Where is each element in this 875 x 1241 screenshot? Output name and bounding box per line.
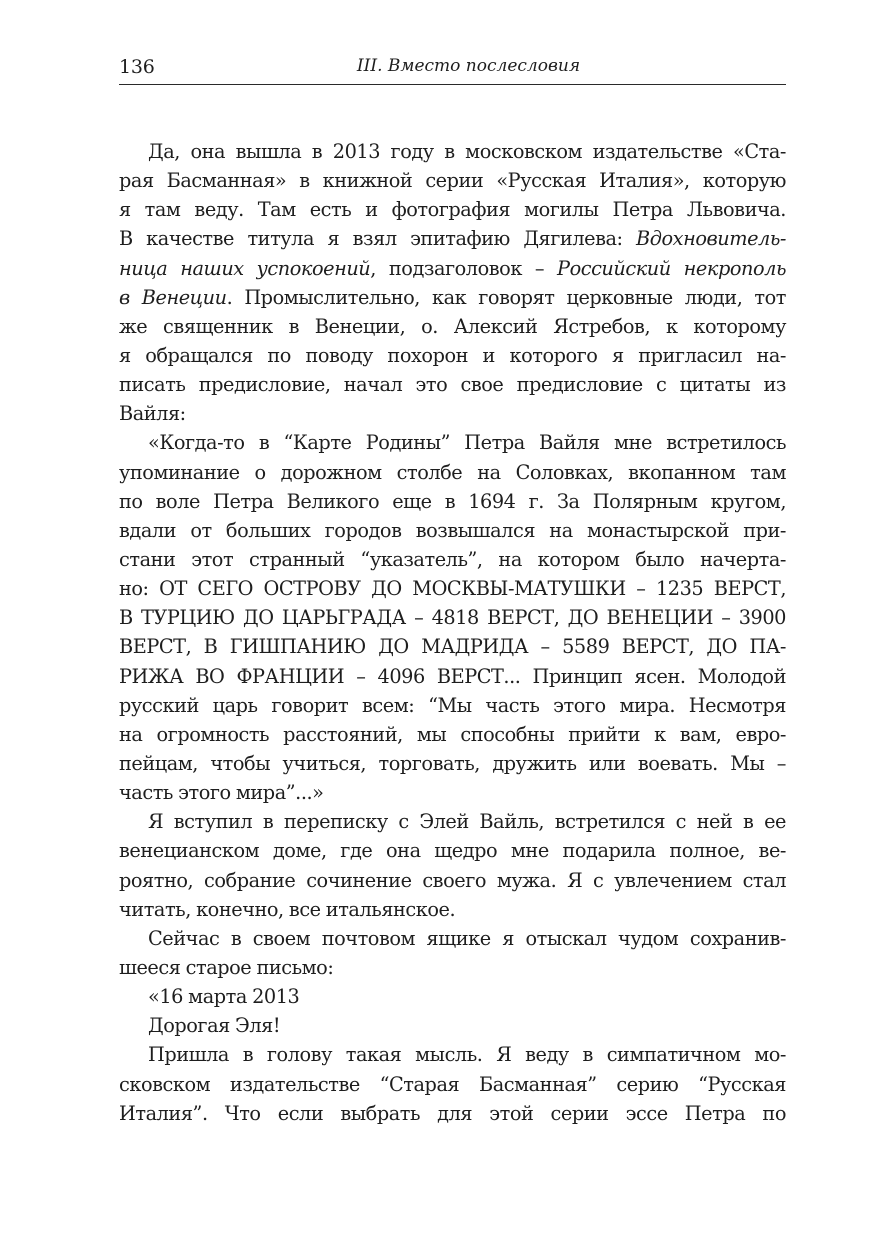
text-line: Италия”. Что если выбрать для этой серии эссе Петра по [119, 1101, 786, 1125]
text-line: шееся старое письмо: [119, 955, 334, 979]
text-line: венецианском доме, где она щедро мне подарила полное, ве- [119, 839, 786, 863]
text-line: рая Басманная» в книжной серии «Русская Италия», которую [119, 169, 786, 193]
text-line: я обращался по поводу похорон и которого я пригласил на- [119, 343, 786, 367]
italic-span: Российский некрополь [557, 256, 786, 280]
text-line: читать, конечно, все итальянское. [119, 897, 456, 921]
text-line: Я вступил в переписку с Элей Вайль, встретился с ней в ее [148, 810, 786, 834]
text-line: Сейчас в своем почтовом ящике я отыскал чудом сохранив- [148, 926, 786, 950]
text-line [119, 224, 786, 253]
text-line: «16 марта 2013 [148, 985, 300, 1009]
text-line: Дорогая Эля! [148, 1014, 281, 1038]
text-line: но: ОТ СЕГО ОСТРОВУ ДО МОСКВЫ-МАТУШКИ – 1235 ВЕРСТ, [119, 577, 786, 601]
text-line: по воле Петра Великого еще в 1694 г. За Полярным кругом, [119, 489, 786, 513]
text-line: вдали от больших городов возвышался на монастырской при- [119, 518, 786, 542]
text-line: Пришла в голову такая мысль. Я веду в симпатичном мо- [148, 1043, 786, 1067]
text-line: упоминание о дорожном столбе на Соловках, вкопанном там [119, 460, 786, 484]
text-line: роятно, собрание сочинение своего мужа. Я с увлечением стал [119, 868, 786, 892]
italic-span: в Венеции [119, 285, 227, 309]
italic-span: Вдохновитель- [636, 227, 786, 251]
text-line: русский царь говорит всем: “Мы часть этого мира. Несмотря [119, 693, 786, 717]
page-number: 136 [119, 56, 155, 78]
text-line [119, 283, 786, 312]
text-line: пейцам, чтобы учиться, торговать, дружить или воевать. Мы – [119, 751, 786, 775]
text-line: В ТУРЦИЮ ДО ЦАРЬГРАДА – 4818 ВЕРСТ, ДО ВЕНЕЦИИ – 3900 [119, 606, 786, 630]
text-line [119, 254, 786, 283]
running-title: III. Вместо послесловия [356, 56, 581, 76]
text-line: на огромность расстояний, мы способны прийти к вам, евро- [119, 722, 786, 746]
text-line: же священник в Венеции, о. Алексий Ястребов, к которому [119, 314, 786, 338]
text-line: сковском издательстве “Старая Басманная” серию “Русская [119, 1072, 786, 1096]
text-line: РИЖА ВО ФРАНЦИИ – 4096 ВЕРСТ... Принцип ясен. Молодой [119, 664, 786, 688]
body-text [119, 137, 786, 1128]
text-line: Вайля: [119, 402, 186, 426]
page-header [119, 52, 786, 85]
text-line: «Когда-то в “Карте Родины” Петра Вайля мне встретилось [148, 431, 786, 455]
text-line: писать предисловие, начал это свое предисловие с цитаты из [119, 373, 786, 397]
text-line: часть этого мира”...» [119, 781, 324, 805]
text-span: В качестве титула я взял эпитафию Дягилева: [119, 227, 637, 251]
text-line: ВЕРСТ, В ГИШПАНИЮ ДО МАДРИДА – 5589 ВЕРСТ, ДО ПА- [119, 635, 786, 659]
italic-span: ница наших успокоений [119, 256, 371, 280]
text-span: . Промыслительно, как говорят церковные люди, тот [226, 285, 786, 309]
text-line: стани этот странный “указатель”, на котором было начерта- [119, 547, 786, 571]
text-span: , подзаголовок – [370, 256, 558, 280]
text-line: я там веду. Там есть и фотография могилы Петра Львовича. [119, 198, 786, 222]
text-line: Да, она вышла в 2013 году в московском издательстве «Ста- [148, 140, 786, 163]
